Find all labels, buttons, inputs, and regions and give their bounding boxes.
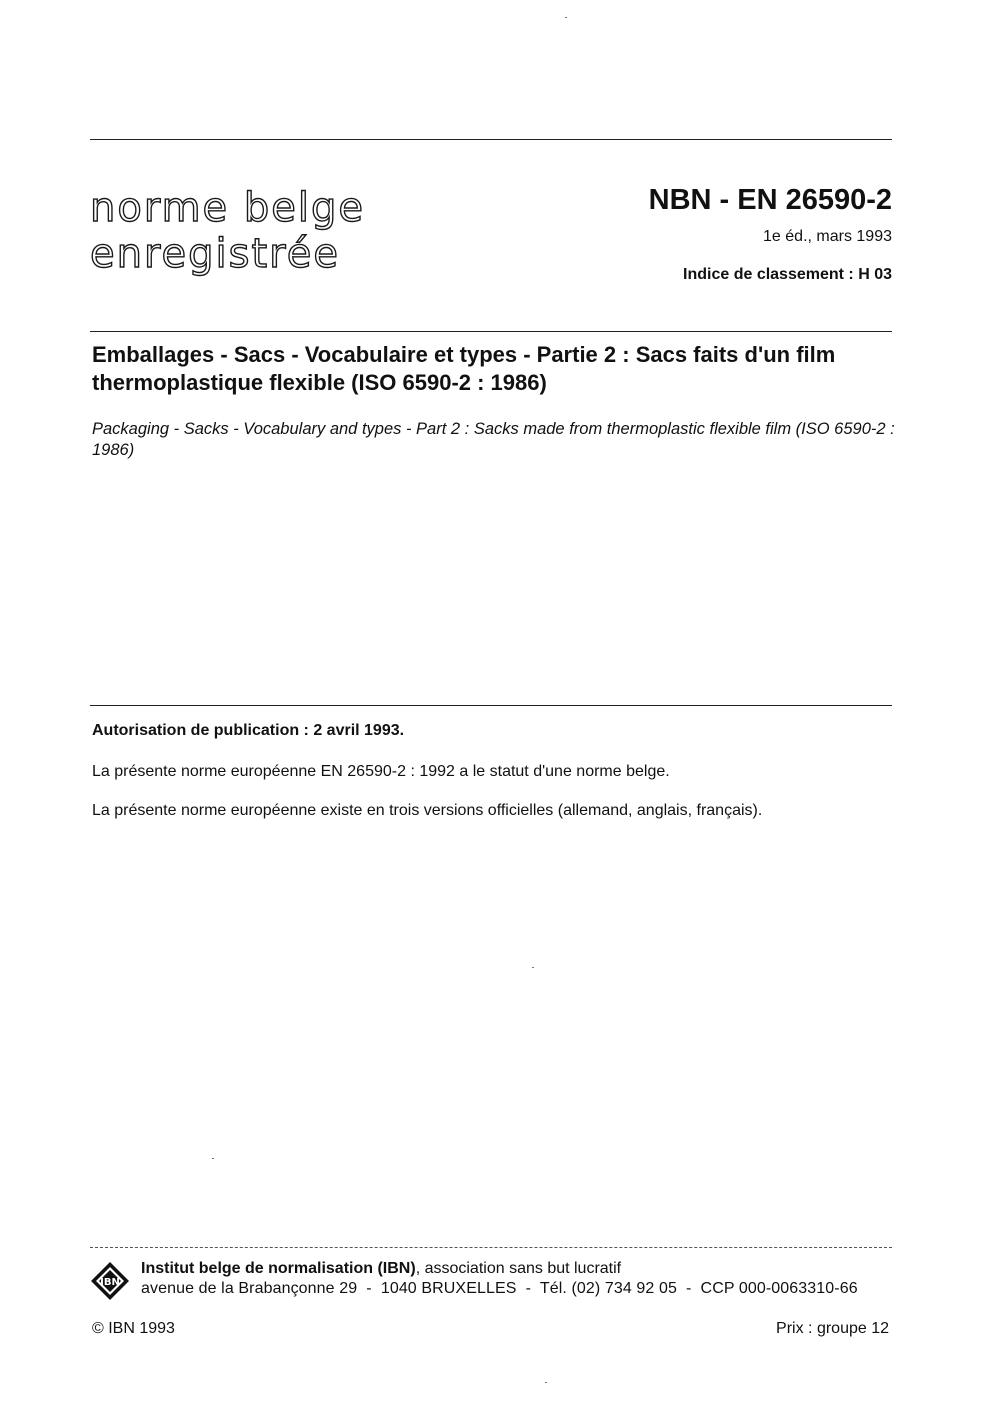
registered-standard-line2: enregistrée <box>90 231 340 277</box>
scan-speck <box>565 17 567 18</box>
scan-speck <box>532 967 534 968</box>
status-statement: La présente norme européenne EN 26590-2 : 1992 a le statut d'une norme belge. <box>92 763 670 780</box>
institute-address: avenue de la Brabançonne 29 - 1040 BRUXELLES - Tél. (02) 734 92 05 - CCP 000-0063310-66 <box>141 1280 858 1297</box>
classification-index: Indice de classement : H 03 <box>683 266 892 283</box>
footer-rule <box>90 1247 892 1248</box>
price-group: Prix : groupe 12 <box>776 1320 889 1337</box>
publication-authorization: Autorisation de publication : 2 avril 1993. <box>92 722 405 739</box>
french-title: Emballages - Sacs - Vocabulaire et types - Partie 2 : Sacs faits d'un film thermoplastique flexible (ISO 6590-2 : 1986) <box>92 342 836 395</box>
body-rule <box>90 705 892 706</box>
ibn-logo-icon <box>90 1261 130 1301</box>
logo-text: IBN <box>100 1277 120 1288</box>
title-rule <box>90 331 892 332</box>
edition-date: 1e éd., mars 1993 <box>763 228 892 245</box>
scan-speck <box>545 1382 547 1383</box>
registered-standard-line1: norme belge <box>90 185 365 231</box>
institute-line <box>141 1260 621 1278</box>
copyright: © IBN 1993 <box>92 1320 175 1337</box>
versions-statement: La présente norme européenne existe en trois versions officielles (allemand, anglais, français). <box>92 802 763 819</box>
institute-suffix: , association sans but lucratif <box>415 1260 622 1277</box>
english-title: Packaging - Sacks - Vocabulary and types - Part 2 : Sacks made from thermoplastic flexible film (ISO 6590-2 : 1986) <box>92 420 895 459</box>
institute-name: Institut belge de normalisation (IBN) <box>141 1260 416 1277</box>
scan-speck <box>212 1158 214 1159</box>
top-rule <box>90 139 892 140</box>
standard-number: NBN - EN 26590-2 <box>648 184 892 216</box>
